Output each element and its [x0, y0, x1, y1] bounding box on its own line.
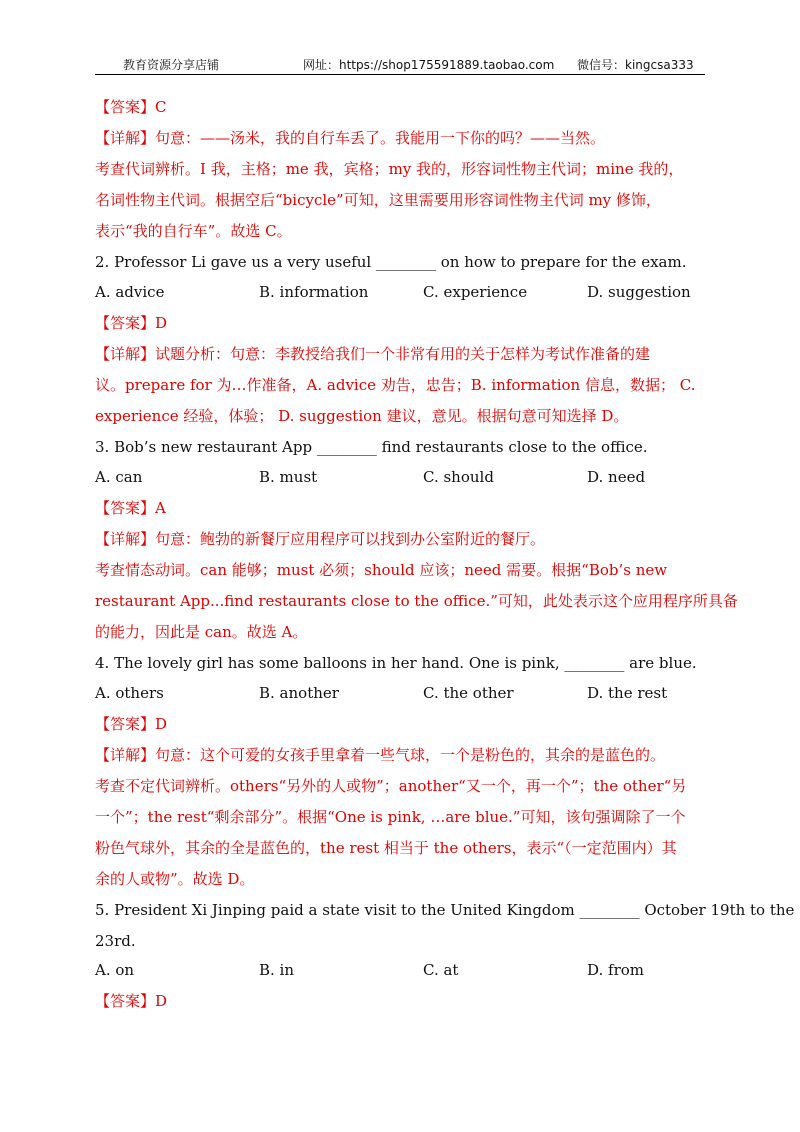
q4-answer: 【答案】D [95, 715, 168, 733]
q2-option-c: C. experience [423, 283, 528, 301]
q5-option-b: B. in [259, 961, 295, 979]
q2-detail-line: experience 经验，体验； D. suggestion 建议，意见。根据句意可知选择 D。 [95, 407, 629, 425]
q4-detail-line: 【详解】句意：这个可爱的女孩手里拿着一些气球，一个是粉色的，其余的是蓝色的。 [95, 746, 666, 764]
q5-question-cont: 23rd. [95, 932, 136, 950]
q2-option-b: B. information [259, 283, 369, 301]
q5-question: 5. President Xi Jinping paid a state visit to the United Kingdom ________ October 19th to the [95, 901, 795, 919]
q1-detail-line: 表示“我的自行车”。故选 C。 [95, 222, 292, 240]
page-header [95, 54, 705, 75]
q3-detail-line: 的能力，因此是 can。故选 A。 [95, 623, 308, 641]
header-wechat: 微信号：kingcsa333 [577, 58, 694, 72]
q5-option-d: D. from [587, 961, 645, 979]
q4-option-c: C. the other [423, 684, 514, 702]
q4-option-a: A. others [95, 684, 164, 702]
q1-answer: 【答案】C [95, 98, 167, 116]
q3-option-c: C. should [423, 468, 494, 486]
q4-detail-line: 一个”；the rest“剩余部分”。根据“One is pink, …are blue.”可知，该句强调除了一个 [95, 808, 686, 826]
q5-option-a: A. on [95, 961, 135, 979]
q3-detail-line: 考查情态动词。can 能够；must 必须；should 应该；need 需要。根据“Bob’s new [95, 561, 668, 579]
header-shop: 教育资源分享店铺 [123, 58, 220, 72]
q2-option-d: D. suggestion [587, 283, 691, 301]
q2-answer: 【答案】D [95, 314, 168, 332]
q1-detail-line: 考查代词辨析。I 我，主格；me 我，宾格；my 我的，形容词性物主代词；mine 我的， [95, 160, 684, 178]
q2-detail-line: 【详解】试题分析：句意：李教授给我们一个非常有用的关于怎样为考试作准备的建 [95, 345, 651, 363]
q2-option-a: A. advice [95, 283, 165, 301]
q4-option-b: B. another [259, 684, 339, 702]
q4-option-d: D. the rest [587, 684, 668, 702]
q5-option-c: C. at [423, 961, 459, 979]
q2-detail-line: 议。prepare for 为…作准备，A. advice 劝告，忠告；B. information 信息，数据； C. [95, 376, 696, 394]
q3-detail-line: 【详解】句意：鲍勃的新餐厅应用程序可以找到办公室附近的餐厅。 [95, 530, 546, 548]
q3-detail-line: restaurant App...find restaurants close to the office.”可知，此处表示这个应用程序所具备 [95, 592, 738, 610]
q4-detail-line: 余的人或物”。故选 D。 [95, 870, 255, 888]
q3-option-b: B. must [259, 468, 318, 486]
q4-detail-line: 考查不定代词辨析。others“另外的人或物”；another“又一个，再一个”；the other“另 [95, 777, 687, 795]
q2-question: 2. Professor Li gave us a very useful ________ on how to prepare for the exam. [95, 253, 687, 271]
q1-detail-line: 【详解】句意：——汤米，我的自行车丢了。我能用一下你的吗？——当然。 [95, 129, 606, 147]
q5-answer: 【答案】D [95, 992, 168, 1010]
q4-detail-line: 粉色气球外，其余的全是蓝色的，the rest 相当于 the others，表示“（一定范围内）其 [95, 839, 677, 857]
q4-question: 4. The lovely girl has some balloons in her hand. One is pink, ________ are blue. [95, 654, 697, 672]
header-url: 网址：https://shop175591889.taobao.com [303, 58, 555, 72]
q3-option-d: D. need [587, 468, 646, 486]
q3-question: 3. Bob’s new restaurant App ________ find restaurants close to the office. [95, 438, 648, 456]
q3-answer: 【答案】A [95, 499, 166, 517]
q3-option-a: A. can [95, 468, 143, 486]
q1-detail-line: 名词性物主代词。根据空后“bicycle”可知，这里需要用形容词性物主代词 my 修饰， [95, 191, 661, 209]
